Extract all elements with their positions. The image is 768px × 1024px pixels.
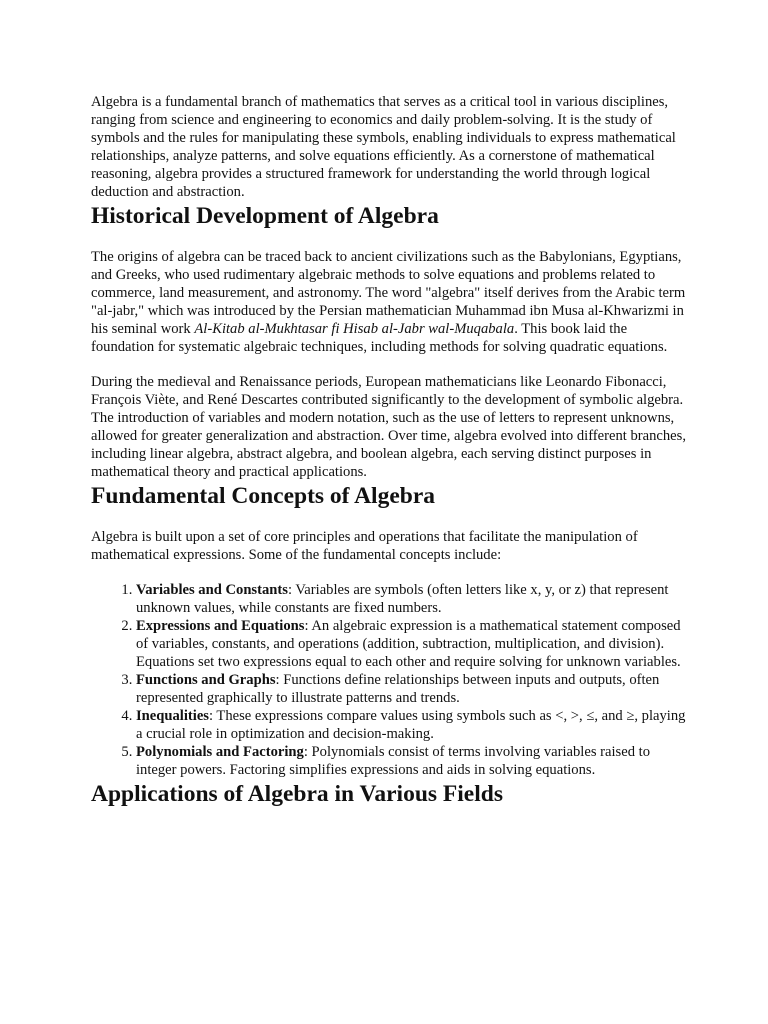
book-title: Al-Kitab al-Mukhtasar fi Hisab al-Jabr wal-Muqabala (194, 321, 515, 337)
concept-text: : Functions define relationships between inputs and outputs, often represented graphically to illustrate patterns and trends. (136, 672, 660, 706)
list-item (136, 671, 687, 707)
concept-text: : Polynomials consist of terms involving variables raised to integer powers. Factoring simplifies expressions and aids in solving equations. (136, 744, 650, 778)
history-p1-text-end: . This book laid the foundation for systematic algebraic techniques, including methods for solving quadratic equations. (91, 321, 668, 355)
history-paragraph-2: During the medieval and Renaissance periods, European mathematicians like Leonardo Fibonacci, François Viète, and René Descartes contributed significantly to the development of symbolic algebra. The introduction of variables and modern notation, such as the use of letters to represent unknowns, allowed for greater generalization and abstraction. Over time, algebra evolved into different branches, including linear algebra, abstract algebra, and boolean algebra, each serving distinct purposes in mathematical theory and practical applications. (91, 374, 686, 480)
concept-text: : Variables are symbols (often letters like x, y, or z) that represent unknown values, while constants are fixed numbers. (136, 582, 669, 616)
list-item (136, 707, 687, 743)
concept-term: Inequalities (136, 708, 209, 724)
list-item (136, 743, 687, 779)
history-heading: Historical Development of Algebra (91, 203, 439, 229)
history-p1-text: The origins of algebra can be traced back to ancient civilizations such as the Babylonians, Egyptians, and Greeks, who used rudimentary algebraic methods to solve equations and problems related to commerce, land measurement, and astronomy. The word "algebra" itself derives from the Arabic term "al-jabr," which was introduced by the Persian mathematician Muhammad ibn Musa al-Khwarizmi in his seminal work (91, 249, 686, 337)
concept-term: Functions and Graphs (136, 672, 276, 688)
concepts-list (91, 581, 687, 779)
document-page (91, 93, 687, 809)
fundamentals-intro: Algebra is built upon a set of core principles and operations that facilitate the manipulation of mathematical expressions. Some of the fundamental concepts include: (91, 529, 638, 563)
concept-text: : An algebraic expression is a mathematical statement composed of variables, constants, and operations (addition, subtraction, multiplication, and division). Equations set two expressions equal to each other and require solving for unknown variables. (136, 618, 681, 670)
concept-term: Variables and Constants (136, 582, 288, 598)
applications-heading: Applications of Algebra in Various Fields (91, 781, 503, 807)
fundamentals-heading: Fundamental Concepts of Algebra (91, 483, 436, 509)
history-paragraph-1 (91, 248, 687, 356)
concept-text: : These expressions compare values using symbols such as <, >, ≤, and ≥, playing a crucial role in optimization and decision-making. (136, 708, 686, 742)
concept-term: Polynomials and Factoring (136, 744, 304, 760)
intro-paragraph: Algebra is a fundamental branch of mathematics that serves as a critical tool in various disciplines, ranging from science and engineering to economics and daily problem-solving. It is the study of symbols and the rules for manipulating these symbols, enabling individuals to express mathematical relationships, analyze patterns, and solve equations efficiently. As a cornerstone of mathematical reasoning, algebra provides a structured framework for understanding the world through logical deduction and abstraction. (91, 94, 676, 200)
list-item (136, 581, 687, 617)
list-item (136, 617, 687, 671)
concept-term: Expressions and Equations (136, 618, 305, 634)
